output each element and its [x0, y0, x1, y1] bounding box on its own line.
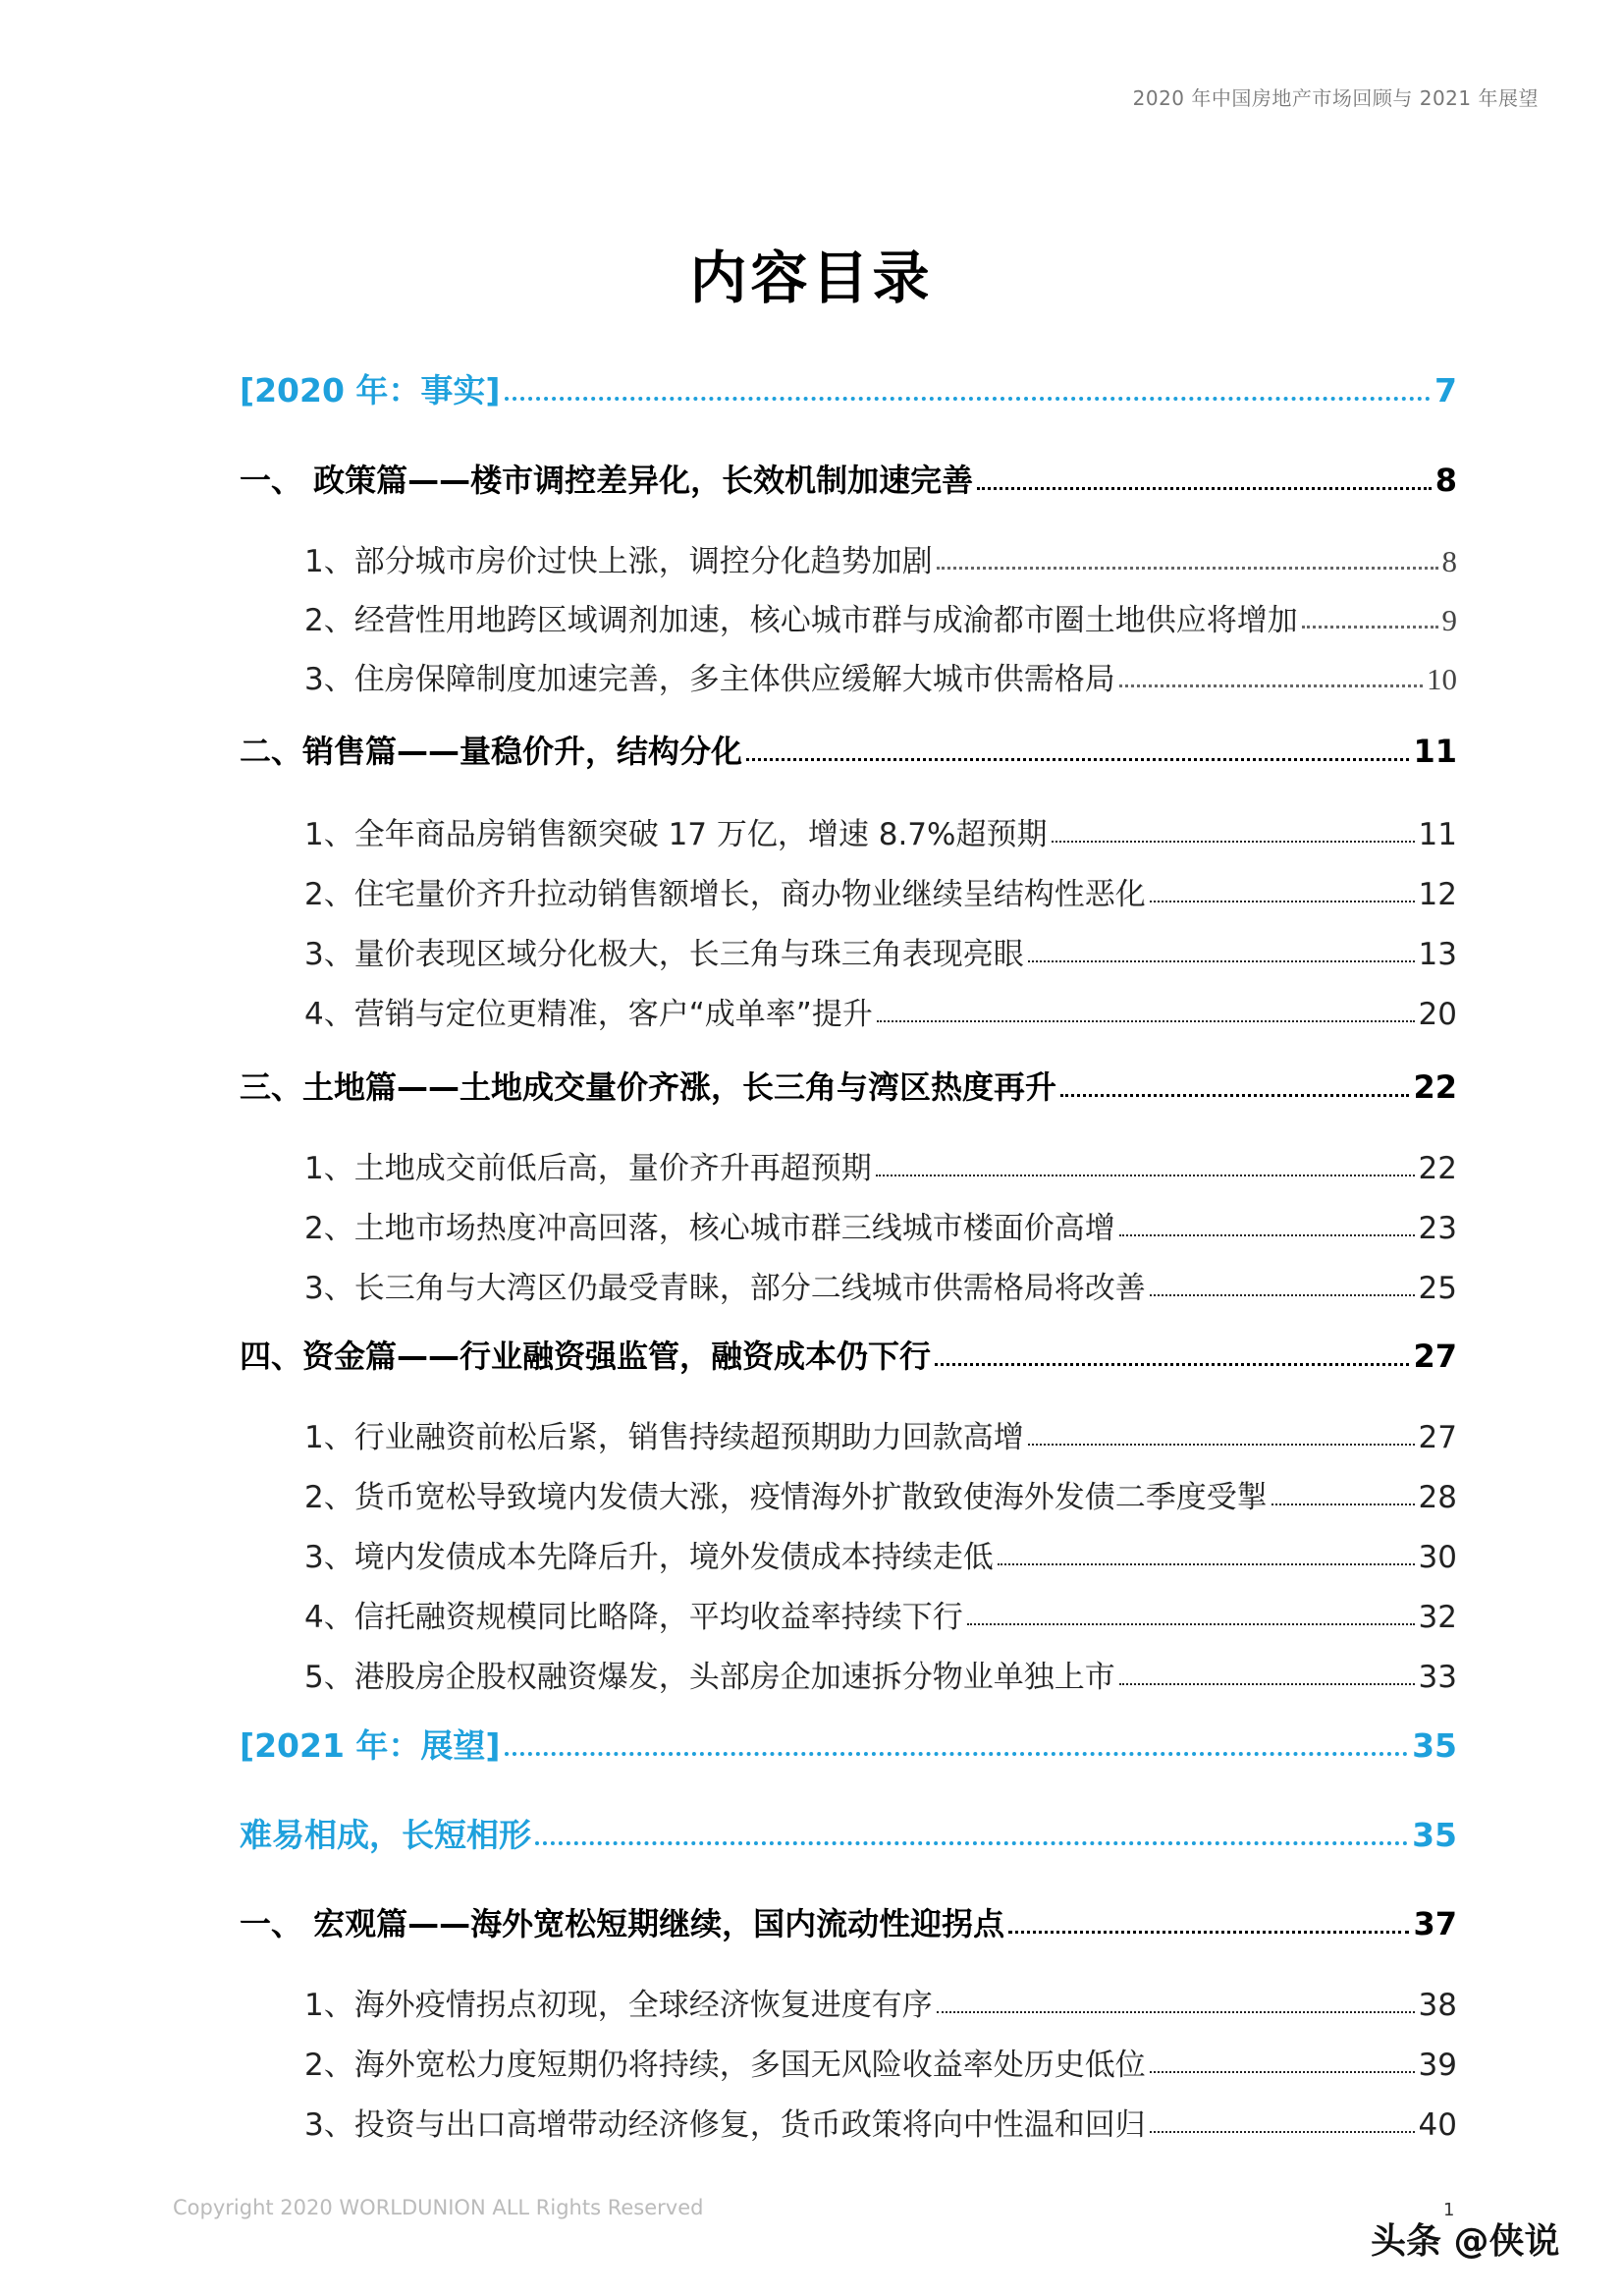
toc-entry-label: 2、货币宽松导致境内发债大涨，疫情海外扩散致使海外发债二季度受掣	[304, 1480, 1268, 1515]
toc-entry-page: 22	[1418, 1151, 1457, 1186]
dot-leader	[1302, 626, 1438, 629]
toc-entry-label: 难易相成，长短相形	[240, 1816, 531, 1854]
toc-entry-page: 40	[1418, 2107, 1457, 2143]
dot-leader	[1060, 1094, 1409, 1097]
toc-entry-label: 3、住房保障制度加速完善，多主体供应缓解大城市供需格局	[304, 662, 1115, 697]
dot-leader	[876, 1175, 1415, 1176]
toc-entry-page: 35	[1412, 1816, 1457, 1854]
toc-entry-chapter[interactable]	[240, 1063, 1457, 1108]
toc-entry-page: 27	[1413, 1338, 1457, 1375]
toc-entry-page: 11	[1418, 817, 1457, 852]
toc-entry-section[interactable]	[240, 1592, 1457, 1636]
toc-entry-label: 2、海外宽松力度短期仍将持续，多国无风险收益率处历史低位	[304, 2048, 1146, 2083]
toc-entry-label: 2、土地市场热度冲高回落，核心城市群三线城市楼面价高增	[304, 1211, 1115, 1246]
toc-entry-page: 8	[1441, 544, 1457, 578]
dot-leader	[1119, 1234, 1415, 1236]
toc-entry-section[interactable]	[240, 1143, 1457, 1187]
toc-entry-page: 27	[1418, 1420, 1457, 1455]
toc-entry-label: 一、 政策篇——楼市调控差异化，长效机制加速完善	[240, 462, 974, 499]
dot-leader	[1150, 901, 1415, 902]
toc-entry-section[interactable]	[240, 1980, 1457, 2024]
toc-entry-section[interactable]	[240, 654, 1457, 698]
dot-leader	[1150, 1294, 1415, 1296]
dot-leader	[937, 567, 1438, 570]
toc-entry-page: 13	[1418, 937, 1457, 972]
toc-entry-label: 二、销售篇——量稳价升，结构分化	[240, 733, 743, 770]
toc-entry-section[interactable]	[240, 1412, 1457, 1456]
dot-leader	[1119, 1683, 1415, 1685]
toc-entry-label: 4、营销与定位更精准，客户“成单率”提升	[304, 997, 873, 1032]
toc-entry-label: 1、行业融资前松后紧，销售持续超预期助力回款高增	[304, 1420, 1024, 1455]
toc-entry-label: 3、长三角与大湾区仍最受青睐，部分二线城市供需格局将改善	[304, 1271, 1146, 1306]
dot-leader	[1119, 684, 1423, 687]
dot-leader	[505, 1752, 1409, 1756]
toc-entry-chapter[interactable]	[240, 727, 1457, 772]
toc-entry-label: 3、投资与出口高增带动经济修复，货币政策将向中性温和回归	[304, 2107, 1146, 2143]
toc-entry-label: 3、境内发债成本先降后升，境外发债成本持续走低	[304, 1540, 994, 1575]
dot-leader	[1028, 960, 1415, 962]
toc-entry-label: 2、住宅量价齐升拉动销售额增长，商办物业继续呈结构性恶化	[304, 877, 1146, 912]
toc-entry-chapter[interactable]	[240, 1332, 1457, 1377]
toc-entry-label: 3、量价表现区域分化极大，长三角与珠三角表现亮眼	[304, 937, 1024, 972]
toc-entry-chapter[interactable]	[240, 456, 1457, 501]
toc-entry-label: 5、港股房企股权融资爆发，头部房企加速拆分物业单独上市	[304, 1660, 1115, 1695]
toc-entry-label: 1、全年商品房销售额突破 17 万亿，增速 8.7%超预期	[304, 817, 1048, 852]
toc-entry-page: 30	[1418, 1540, 1457, 1575]
dot-leader	[1271, 1503, 1415, 1505]
toc-entry-section[interactable]	[240, 1472, 1457, 1516]
toc-entry-label: 4、信托融资规模同比略降，平均收益率持续下行	[304, 1600, 963, 1635]
dot-leader	[1150, 2131, 1415, 2133]
toc-entry-section[interactable]	[240, 1263, 1457, 1307]
toc-entry-label: 1、土地成交前低后高，量价齐升再超预期	[304, 1151, 872, 1186]
toc-entry-section[interactable]	[240, 929, 1457, 973]
toc-entry-section[interactable]	[240, 1203, 1457, 1247]
toc-entry-page: 22	[1413, 1068, 1457, 1106]
dot-leader	[877, 1020, 1415, 1022]
toc-entry-section[interactable]	[240, 869, 1457, 913]
dot-leader	[1028, 1444, 1415, 1446]
toc-entry-page: 8	[1434, 462, 1457, 499]
dot-leader	[935, 1363, 1409, 1366]
toc-entry-label: [2020 年：事实]	[240, 371, 501, 410]
toc-entry-page: 10	[1427, 662, 1457, 696]
watermark: 头条 @侠说	[1371, 2221, 1560, 2262]
dot-leader	[977, 487, 1432, 490]
dot-leader	[505, 397, 1432, 401]
dot-leader	[967, 1623, 1415, 1625]
toc-entry-page: 25	[1418, 1271, 1457, 1306]
toc-entry-chapter[interactable]	[240, 1899, 1457, 1944]
toc-entry-page: 20	[1418, 997, 1457, 1032]
toc-entry-page: 39	[1418, 2048, 1457, 2083]
dot-leader	[535, 1841, 1408, 1845]
toc-entry-page: 23	[1418, 1211, 1457, 1246]
toc-entry-page: 38	[1418, 1988, 1457, 2023]
footer-copyright: Copyright 2020 WORLDUNION ALL Rights Reserved	[173, 2196, 704, 2219]
toc-entry-section[interactable]	[240, 809, 1457, 853]
toc-entry-label: [2021 年：展望]	[240, 1726, 501, 1765]
dot-leader	[1150, 2071, 1415, 2073]
toc-entry-section[interactable]	[240, 989, 1457, 1033]
page-number: 1	[1443, 2200, 1455, 2220]
toc-entry-section[interactable]	[240, 595, 1457, 639]
toc-entry-section[interactable]	[240, 536, 1457, 580]
toc-entry-label: 四、资金篇——行业融资强监管，融资成本仍下行	[240, 1338, 932, 1375]
toc-entry-page: 37	[1413, 1905, 1457, 1942]
toc-entry-label: 1、部分城市房价过快上涨，调控分化趋势加剧	[304, 544, 933, 579]
dot-leader	[937, 2011, 1415, 2013]
dot-leader	[1052, 841, 1415, 843]
toc-entry-label: 1、海外疫情拐点初现，全球经济恢复进度有序	[304, 1988, 933, 2023]
page-title: 内容目录	[689, 245, 934, 311]
toc-entry-part-2020[interactable]	[240, 365, 1457, 411]
toc-entry-page: 32	[1418, 1600, 1457, 1635]
toc-entry-section[interactable]	[240, 1532, 1457, 1576]
toc-entry-label: 2、经营性用地跨区域调剂加速，核心城市群与成渝都市圈土地供应将增加	[304, 603, 1298, 638]
toc-entry-section[interactable]	[240, 1652, 1457, 1696]
toc-entry-part-2021[interactable]	[240, 1721, 1457, 1767]
toc-entry-page: 12	[1418, 877, 1457, 912]
toc-entry-page: 28	[1418, 1480, 1457, 1515]
dot-leader	[998, 1563, 1415, 1565]
dot-leader	[1008, 1931, 1409, 1934]
toc-entry-label: 三、土地篇——土地成交量价齐涨，长三角与湾区热度再升	[240, 1068, 1057, 1106]
toc-entry-section[interactable]	[240, 2040, 1457, 2084]
toc-entry-page: 7	[1434, 371, 1457, 410]
toc-entry-page: 9	[1441, 603, 1457, 637]
toc-entry-part-subtitle[interactable]	[240, 1810, 1457, 1856]
dot-leader	[746, 758, 1409, 761]
toc-entry-page: 11	[1413, 733, 1457, 770]
running-header: 2020 年中国房地产市场回顾与 2021 年展望	[1132, 86, 1539, 110]
toc-entry-section[interactable]	[240, 2100, 1457, 2144]
toc-entry-page: 35	[1412, 1726, 1457, 1765]
toc-entry-label: 一、 宏观篇——海外宽松短期继续，国内流动性迎拐点	[240, 1905, 1005, 1942]
toc-entry-page: 33	[1418, 1660, 1457, 1695]
